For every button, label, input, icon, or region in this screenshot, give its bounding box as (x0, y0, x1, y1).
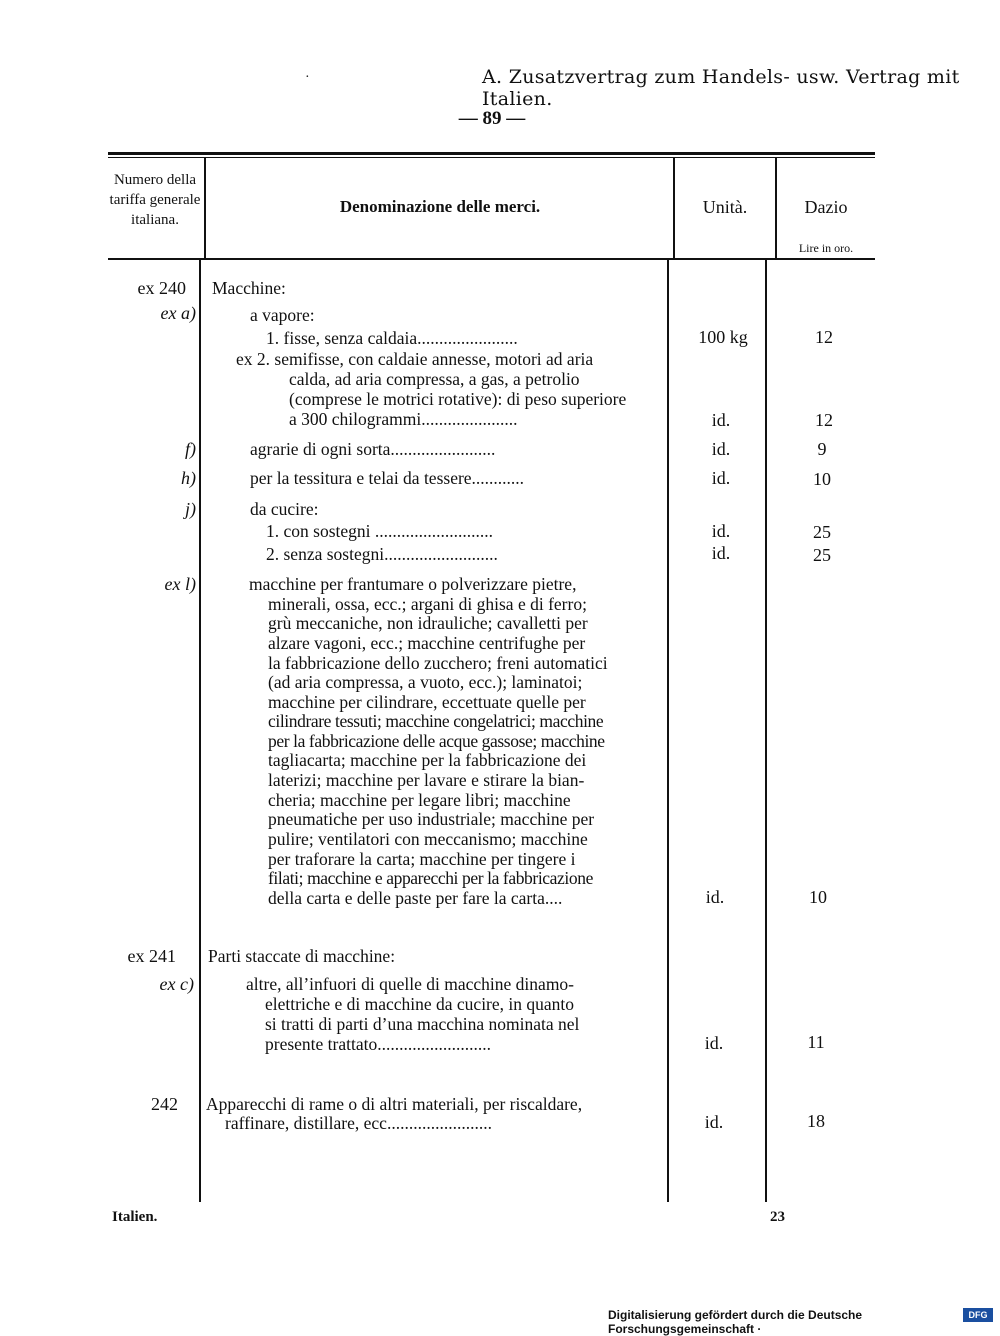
item-description: Parti staccate di macchine: (208, 946, 396, 966)
column-header-tariff-number: Numero della tariffa generale italiana. (109, 172, 201, 228)
item-description: agrarie di ogni sorta........................ (250, 439, 496, 459)
item-description: 1. con sostegni ........................... (266, 521, 494, 541)
tariff-number: ex c) (159, 974, 194, 994)
item-description: per traforare la carta; macchine per tingere i (268, 849, 576, 869)
unit-value: id. (711, 468, 731, 488)
item-description: cilindrare tessuti; macchine congelatrici; macchine (268, 711, 604, 731)
unit-value: id. (711, 439, 731, 459)
table-top-rule-thin (108, 157, 875, 158)
column-divider-1-body (199, 259, 201, 1202)
unit-value: id. (711, 521, 731, 541)
item-description: da cucire: (250, 499, 319, 519)
duty-value: 9 (817, 439, 827, 459)
duty-value: 18 (807, 1111, 825, 1131)
table-top-rule-thick (108, 152, 875, 155)
tariff-number: 242 (151, 1094, 178, 1114)
item-description: alzare vagoni, ecc.; macchine centrifughe per (268, 633, 586, 653)
footer-signature: Italien. (112, 1209, 158, 1225)
duty-value: 12 (815, 410, 833, 430)
footer-sheet-number: 23 (770, 1209, 785, 1225)
item-description: minerali, ossa, ecc.; argani di ghisa e di ferro; (268, 594, 587, 614)
item-description: elettriche e di macchine da cucire, in quanto (265, 994, 575, 1014)
dfg-logo: DFG (963, 1308, 993, 1322)
unit-value: id. (711, 410, 731, 430)
item-description: tagliacarta; macchine per la fabbricazione dei (268, 750, 587, 770)
item-description: (comprese le motrici rotative): di peso superiore (289, 389, 627, 409)
column-header-duty: Dazio (804, 197, 848, 217)
duty-value: 25 (813, 522, 831, 542)
duty-value: 11 (807, 1032, 825, 1052)
item-description: grù meccaniche, non idrauliche; cavalletti per (268, 613, 588, 633)
item-description: pneumatiche per uso industriale; macchine per (268, 809, 595, 829)
duty-value: 10 (809, 887, 827, 907)
item-description: ex 2. semifisse, con caldaie annesse, motori ad aria (236, 349, 594, 369)
running-title: A. Zusatzvertrag zum Handels- usw. Vertrag mit Italien. (482, 66, 960, 110)
item-description: Apparecchi di rame o di altri materiali, per riscaldare, (206, 1094, 583, 1114)
item-description: presente trattato.......................... (265, 1034, 491, 1054)
unit-value: id. (705, 887, 725, 907)
unit-value: id. (711, 543, 731, 563)
item-description: Macchine: (212, 278, 286, 298)
item-description: della carta e delle paste per fare la carta.... (268, 888, 563, 908)
tariff-number: ex 241 (127, 946, 176, 966)
duty-value: 25 (813, 545, 831, 565)
unit-value: id. (704, 1033, 724, 1053)
unit-value: id. (704, 1112, 724, 1132)
item-description: (ad aria compressa, a vuoto, ecc.); laminatoi; (268, 672, 583, 692)
header-dot: · (305, 70, 310, 85)
unit-value: 100 kg (698, 327, 748, 347)
duty-value: 12 (815, 327, 833, 347)
tariff-number: h) (181, 468, 196, 488)
item-description: si tratti di parti d’una macchina nominata nel (265, 1014, 580, 1034)
column-divider-3-body (765, 259, 767, 1202)
item-description: macchine per frantumare o polverizzare pietre, (249, 574, 577, 594)
tariff-number: ex 240 (137, 278, 186, 298)
item-description: filati; macchine e apparecchi per la fabbricazione (268, 868, 593, 888)
item-description: la fabbricazione dello zucchero; freni automatici (268, 653, 608, 673)
tariff-number: ex l) (164, 574, 196, 594)
tariff-number: f) (185, 439, 196, 459)
item-description: macchine per cilindrare, eccettuate quelle per (268, 692, 586, 712)
column-header-duty-subtitle: Lire in oro. (798, 241, 854, 255)
digitization-note: Digitalisierung gefördert durch die Deutsche Forschungsgemeinschaft · (608, 1308, 863, 1336)
column-header-description: Denominazione delle merci. (339, 197, 541, 216)
item-description: 2. senza sostegni.......................... (266, 544, 498, 564)
item-description: pulire; ventilatori con meccanismo; macchine (268, 829, 588, 849)
item-description: 1. fisse, senza caldaia....................... (266, 328, 518, 348)
tariff-number: j) (185, 499, 196, 519)
table-header-bottom-rule (108, 258, 875, 260)
page-number: — 89 — (458, 108, 526, 129)
column-header-unit: Unità. (702, 197, 748, 217)
item-description: laterizi; macchine per lavare e stirare la bian- (268, 770, 585, 790)
item-description: altre, all’infuori di quelle di macchine dinamo- (246, 974, 575, 994)
item-description: a vapore: (250, 305, 315, 325)
item-description: per la tessitura e telai da tessere............ (250, 468, 525, 488)
item-description: per la fabbricazione delle acque gassose; macchine (268, 731, 605, 751)
item-description: raffinare, distillare, ecc........................ (225, 1113, 492, 1133)
item-description: cheria; macchine per legare libri; macchine (268, 790, 571, 810)
item-description: a 300 chilogrammi...................... (289, 409, 518, 429)
item-description: calda, ad aria compressa, a gas, a petrolio (289, 369, 580, 389)
duty-value: 10 (813, 469, 831, 489)
column-divider-2-body (667, 259, 669, 1202)
tariff-number: ex a) (160, 303, 196, 323)
